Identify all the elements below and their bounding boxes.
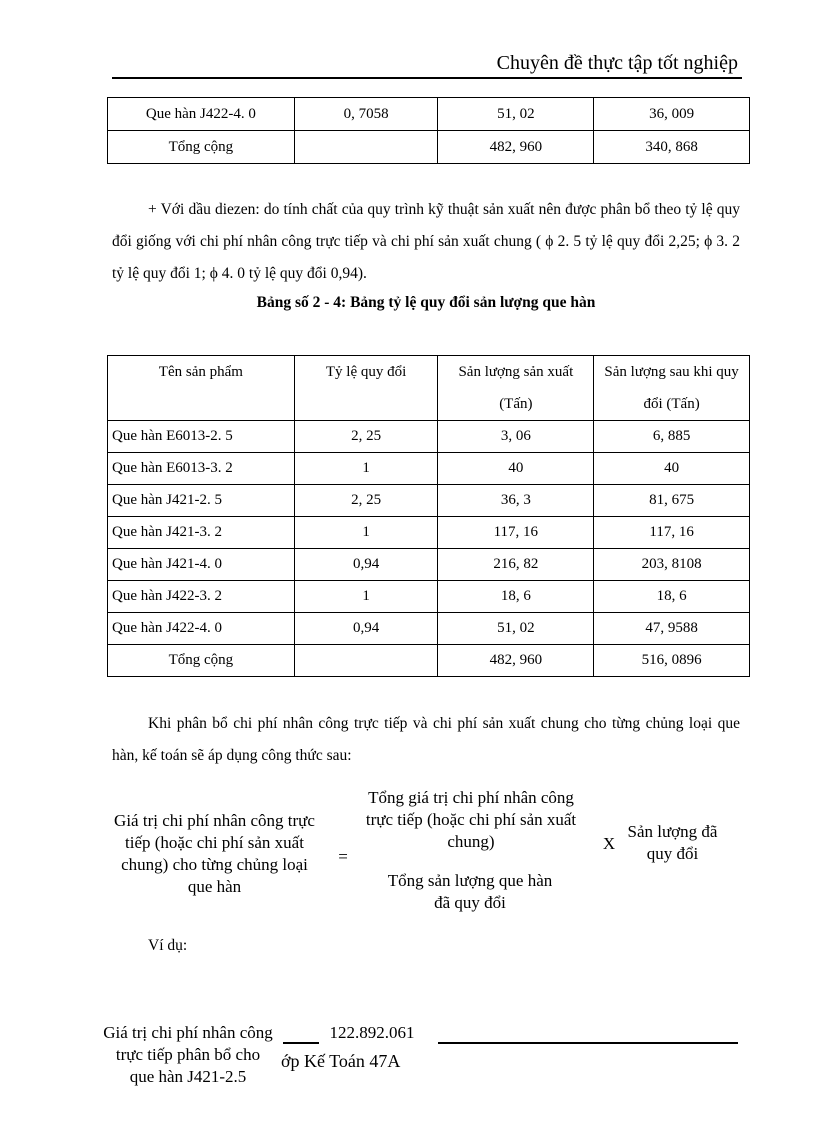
- table-cell-product: Que hàn J422-4. 0: [108, 613, 295, 645]
- paragraph-formula-intro: Khi phân bổ chi phí nhân công trực tiếp và chi phí sản xuất chung cho từng chủng loại que hàn, kế toán sẽ áp dụng công thức sau:: [112, 715, 740, 764]
- table-row: [108, 613, 750, 645]
- formula-denominator: Tổng sản lượng que hàn đã quy đổi: [387, 871, 553, 912]
- formula-left-term: Giá trị chi phí nhân công trực tiếp (hoặc chi phí sản xuất chung) cho từng chủng loại que hàn: [114, 811, 315, 896]
- table-cell-product: Que hàn J421-3. 2: [108, 517, 295, 549]
- table-cell-ratio: [294, 131, 438, 164]
- table-cell-produced: 482, 960: [438, 645, 594, 677]
- table-cell-converted: 81, 675: [594, 485, 750, 517]
- footer-class-label: ớp Kế Toán 47A: [281, 1051, 401, 1071]
- table-cell-produced: 51, 02: [438, 98, 594, 131]
- table-row: [108, 453, 750, 485]
- header-divider: [112, 77, 742, 79]
- example-footer-rule: [438, 1042, 738, 1044]
- table-cell-produced: 3, 06: [438, 421, 594, 453]
- example-label: Ví dụ:: [148, 937, 188, 954]
- table-cell-ratio: 2, 25: [294, 421, 438, 453]
- table-cell-converted: 516, 0896: [594, 645, 750, 677]
- table-cell-converted: 40: [594, 453, 750, 485]
- table-row: [108, 581, 750, 613]
- table-cell-product: Que hàn E6013-2. 5: [108, 421, 295, 453]
- table-cell-product: Que hàn J422-3. 2: [108, 581, 295, 613]
- column-header-ratio: Tỷ lệ quy đổi: [294, 356, 438, 421]
- table-cell-converted: 203, 8108: [594, 549, 750, 581]
- table-total-row: [108, 645, 750, 677]
- example-left-term: Giá trị chi phí nhân công trực tiếp phân bổ cho que hàn J421-2.5: [103, 1023, 273, 1086]
- table-cell-produced: 18, 6: [438, 581, 594, 613]
- formula-right-term: Sản lượng đã quy đổi: [627, 822, 718, 863]
- column-header-product: Tên sản phẩm: [108, 356, 295, 421]
- table-row: [108, 485, 750, 517]
- table-cell-product: Tổng cộng: [108, 645, 295, 677]
- table-cell-produced: 117, 16: [438, 517, 594, 549]
- table-cell-produced: 51, 02: [438, 613, 594, 645]
- table-caption: Bảng số 2 - 4: Bảng tỷ lệ quy đổi sản lượng que hàn: [256, 294, 596, 311]
- document-header-title: Chuyên đề thực tập tốt nghiệp: [496, 52, 738, 74]
- quantity-table-continued: [107, 97, 750, 164]
- table-cell-converted: 6, 885: [594, 421, 750, 453]
- column-header-produced: Sản lượng sản xuất (Tấn): [438, 356, 594, 421]
- table-row: [108, 549, 750, 581]
- table-total-row: [108, 131, 750, 164]
- table-row: [108, 421, 750, 453]
- formula-numerator: Tổng giá trị chi phí nhân công trực tiếp (hoặc chi phí sản xuất chung): [365, 788, 577, 851]
- table-cell-produced: 40: [438, 453, 594, 485]
- table-cell-product: Que hàn J421-4. 0: [108, 549, 295, 581]
- table-cell-produced: 216, 82: [438, 549, 594, 581]
- column-header-converted: Sản lượng sau khi quy đổi (Tấn): [594, 356, 750, 421]
- table-cell-converted: 47, 9588: [594, 613, 750, 645]
- table-cell-ratio: 0, 7058: [294, 98, 438, 131]
- table-cell-product: Que hàn J421-2. 5: [108, 485, 295, 517]
- table-cell-produced: 36, 3: [438, 485, 594, 517]
- table-row: [108, 517, 750, 549]
- table-cell-produced: 482, 960: [438, 131, 594, 164]
- formula-equals-sign: =: [338, 847, 348, 866]
- formula-multiply-sign: X: [602, 834, 616, 853]
- table-cell-ratio: 1: [294, 453, 438, 485]
- table-cell-ratio: 0,94: [294, 549, 438, 581]
- example-numerator-value: 122.892.061: [329, 1023, 415, 1042]
- conversion-ratio-table: [107, 355, 750, 677]
- table-cell-product: Que hàn E6013-3. 2: [108, 453, 295, 485]
- table-cell-converted: 340, 868: [594, 131, 750, 164]
- table-cell-ratio: 0,94: [294, 613, 438, 645]
- table-cell-product: Que hàn J422-4. 0: [108, 98, 295, 131]
- table-cell-converted: 36, 009: [594, 98, 750, 131]
- table-cell-converted: 18, 6: [594, 581, 750, 613]
- table-cell-ratio: 1: [294, 581, 438, 613]
- table-cell-converted: 117, 16: [594, 517, 750, 549]
- table-header-row: [108, 356, 750, 421]
- paragraph-diesel-allocation: + Với dầu diezen: do tính chất của quy trình kỹ thuật sản xuất nên được phân bổ theo tỷ lệ quy đổi giống với chi phí nhân công trực tiếp và chi phí sản xuất chung ( ϕ 2. 5 tỷ lệ quy đổi 2,25; ϕ 3. 2 tỷ lệ quy đổi 1; ϕ 4. 0 tỷ lệ quy đổi 0,94).: [112, 201, 740, 282]
- table-row: [108, 98, 750, 131]
- table-cell-ratio: 1: [294, 517, 438, 549]
- table-cell-ratio: [294, 645, 438, 677]
- table-cell-ratio: 2, 25: [294, 485, 438, 517]
- table-cell-product: Tổng cộng: [108, 131, 295, 164]
- example-fraction-line: [283, 1042, 319, 1044]
